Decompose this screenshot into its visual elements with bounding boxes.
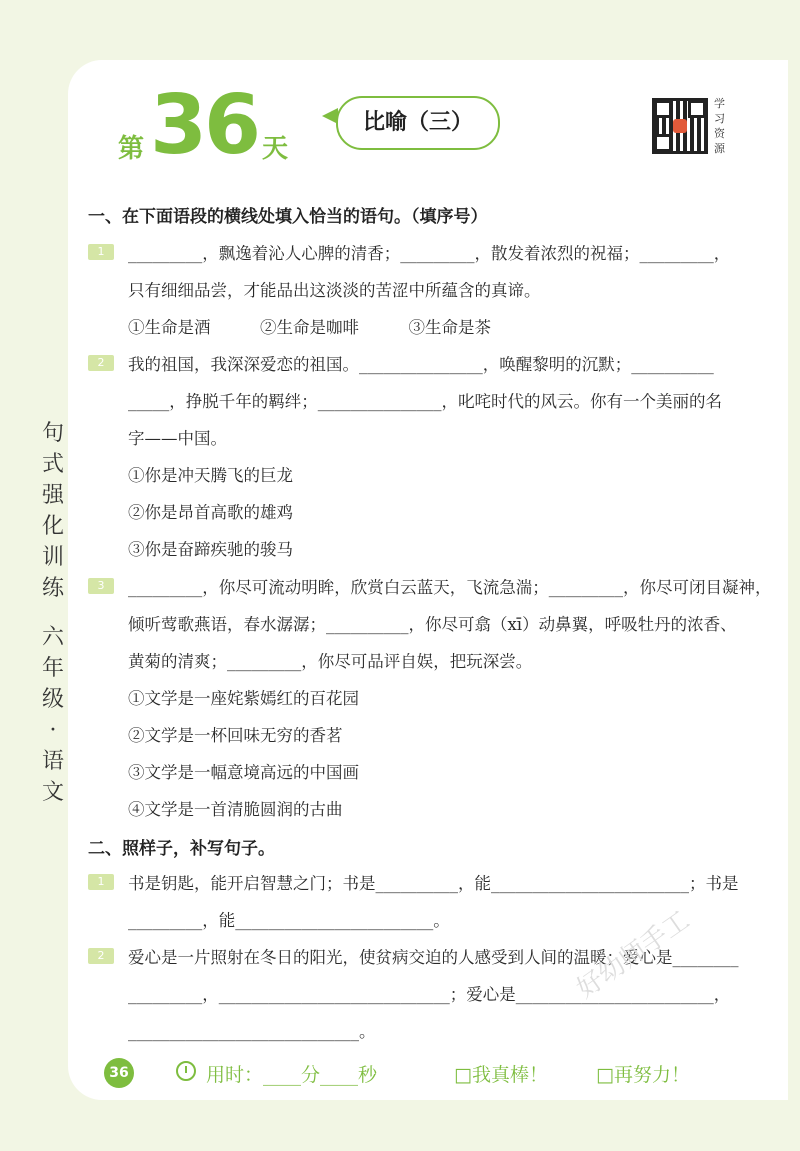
qr-label (714, 96, 728, 156)
qr-logo (673, 119, 687, 133)
sidebar-char: 化 (41, 514, 64, 539)
question-number: 3 (88, 578, 114, 594)
sidebar-char: 级 (41, 687, 64, 712)
q2-2-line: _________，____________________________；爱心是________________________， (128, 985, 731, 1004)
sidebar-vertical-title (38, 418, 68, 808)
sidebar-char: 强 (41, 483, 64, 508)
q1-2-option: ②你是昂首高歌的雄鸡 (128, 503, 293, 522)
sidebar-gap (38, 604, 68, 622)
q1-3-option: ②文学是一杯回味无穷的香茗 (128, 726, 343, 745)
q1-2-option: ①你是冲天腾飞的巨龙 (128, 466, 293, 485)
sidebar-char: · (49, 718, 57, 743)
q2-2-line: ____________________________。 (128, 1022, 376, 1041)
q1-1-line: 只有细细品尝，才能品出这淡淡的苦涩中所蕴含的真谛。 (128, 281, 541, 300)
watermark: 好幼师手工 (571, 905, 696, 1005)
question-number: 1 (88, 244, 114, 260)
q1-1-line: _________，飘逸着沁人心脾的清香；_________，散发着浓烈的祝福；_________， (128, 244, 731, 263)
time-used-label: 用时：____分____秒 (206, 1064, 378, 1086)
sidebar-char: 句 (41, 421, 64, 446)
section-1-title: 一、在下面语段的横线处填入恰当的语句。（填序号） (88, 207, 488, 227)
q1-1-options: ①生命是酒 ②生命是咖啡 ③生命是茶 (128, 318, 491, 337)
section-2-title: 二、照样子，补写句子。 (88, 839, 275, 859)
q1-3-line: 黄菊的清爽；_________，你尽可品评自娱，把玩深尝。 (128, 652, 533, 671)
qr-corner (654, 134, 672, 152)
great-checkbox-label[interactable]: □我真棒！ (454, 1064, 548, 1086)
q1-2-line: _____，挣脱千年的羁绊；_______________，叱咤时代的风云。你有一个美丽的名 (128, 392, 722, 411)
day-prefix: 第 (118, 134, 145, 164)
q1-2-line: 字——中国。 (128, 429, 227, 448)
q2-2-line: 爱心是一片照射在冬日的阳光，使贫病交迫的人感受到人间的温暖；爱心是________ (128, 948, 739, 967)
q1-3-line: _________，你尽可流动明眸，欣赏白云蓝天，飞流急湍；_________，你尽可闭目凝神， (128, 578, 772, 597)
q1-2-option: ③你是奋蹄疾驰的骏马 (128, 540, 293, 559)
page-number: 36 (104, 1058, 134, 1088)
qr-corner (654, 100, 672, 118)
sidebar-char: 训 (41, 545, 64, 570)
q1-3-option: ③文学是一幅意境高远的中国画 (128, 763, 359, 782)
sidebar-char: 式 (41, 452, 64, 477)
qr-corner (688, 100, 706, 118)
clock-icon (176, 1061, 196, 1081)
q1-3-option: ①文学是一座姹紫嫣红的百花园 (128, 689, 359, 708)
question-number: 2 (88, 948, 114, 964)
sidebar-char: 六 (41, 625, 64, 650)
q1-2-line: 我的祖国，我深深爱恋的祖国。_______________，唤醒黎明的沉默；__________ (128, 355, 714, 374)
qr-label-char: 源 (714, 142, 725, 155)
qr-label-char: 资 (714, 127, 725, 140)
q1-3-option: ④文学是一首清脆圆润的古曲 (128, 800, 343, 819)
qr-label-char: 学 (714, 97, 725, 110)
sidebar-char: 练 (41, 576, 64, 601)
sidebar-char: 语 (41, 749, 64, 774)
question-number: 2 (88, 355, 114, 371)
sidebar-char: 文 (41, 780, 64, 805)
q1-3-line: 倾听莺歌燕语，春水潺潺；__________，你尽可翕（xī）动鼻翼，呼吸牡丹的浓香、 (128, 615, 737, 634)
q2-1-line: _________，能________________________。 (128, 911, 450, 930)
day-suffix: 天 (262, 134, 289, 164)
qr-code-icon[interactable] (652, 98, 708, 154)
topic-title: 比喻（三） (336, 96, 500, 150)
sidebar-char: 年 (41, 656, 64, 681)
q2-1-line: 书是钥匙，能开启智慧之门；书是__________，能________________________；书是 (128, 874, 739, 893)
question-number: 1 (88, 874, 114, 890)
qr-label-char: 习 (714, 112, 725, 125)
day-number: 36 (150, 78, 259, 173)
try-harder-checkbox-label[interactable]: □再努力！ (596, 1064, 690, 1086)
